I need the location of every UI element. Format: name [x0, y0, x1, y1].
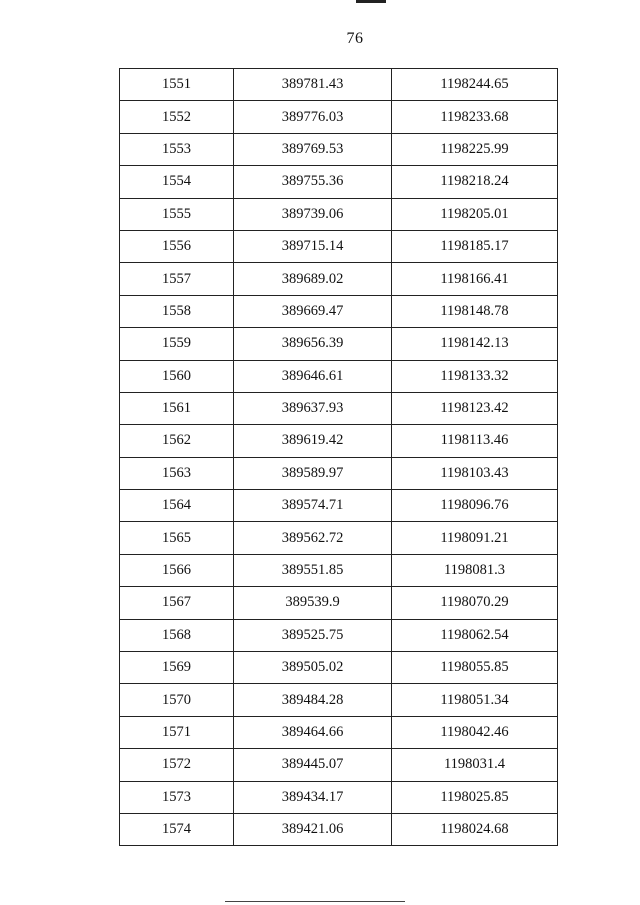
point-number-cell: 1555: [120, 198, 234, 230]
point-number-cell: 1567: [120, 587, 234, 619]
y-coordinate-cell: 1198031.4: [392, 749, 558, 781]
x-coordinate-cell: 389776.03: [234, 101, 392, 133]
point-number-cell: 1569: [120, 652, 234, 684]
y-coordinate-cell: 1198218.24: [392, 166, 558, 198]
x-coordinate-cell: 389445.07: [234, 749, 392, 781]
table-row: [120, 716, 558, 748]
point-number-cell: 1563: [120, 457, 234, 489]
table-row: [120, 101, 558, 133]
x-coordinate-cell: 389525.75: [234, 619, 392, 651]
y-coordinate-cell: 1198244.65: [392, 69, 558, 101]
table-row: [120, 392, 558, 424]
coordinate-table: [119, 68, 558, 846]
x-coordinate-cell: 389434.17: [234, 781, 392, 813]
x-coordinate-cell: 389646.61: [234, 360, 392, 392]
x-coordinate-cell: 389669.47: [234, 295, 392, 327]
point-number-cell: 1557: [120, 263, 234, 295]
table-row: [120, 554, 558, 586]
table-row: [120, 457, 558, 489]
table-row: [120, 522, 558, 554]
point-number-cell: 1572: [120, 749, 234, 781]
point-number-cell: 1559: [120, 328, 234, 360]
table-row: [120, 328, 558, 360]
y-coordinate-cell: 1198185.17: [392, 230, 558, 262]
x-coordinate-cell: 389562.72: [234, 522, 392, 554]
table-row: [120, 166, 558, 198]
point-number-cell: 1564: [120, 490, 234, 522]
y-coordinate-cell: 1198123.42: [392, 392, 558, 424]
y-coordinate-cell: 1198055.85: [392, 652, 558, 684]
point-number-cell: 1573: [120, 781, 234, 813]
y-coordinate-cell: 1198166.41: [392, 263, 558, 295]
x-coordinate-cell: 389505.02: [234, 652, 392, 684]
x-coordinate-cell: 389551.85: [234, 554, 392, 586]
point-number-cell: 1574: [120, 813, 234, 845]
table-row: [120, 133, 558, 165]
table-row: [120, 490, 558, 522]
x-coordinate-cell: 389539.9: [234, 587, 392, 619]
table-row: [120, 360, 558, 392]
y-coordinate-cell: 1198081.3: [392, 554, 558, 586]
table-row: [120, 781, 558, 813]
point-number-cell: 1570: [120, 684, 234, 716]
coordinate-table-body: [120, 69, 558, 846]
table-row: [120, 425, 558, 457]
y-coordinate-cell: 1198113.46: [392, 425, 558, 457]
x-coordinate-cell: 389574.71: [234, 490, 392, 522]
y-coordinate-cell: 1198070.29: [392, 587, 558, 619]
page-number: 76: [346, 30, 364, 47]
table-row: [120, 619, 558, 651]
point-number-cell: 1566: [120, 554, 234, 586]
y-coordinate-cell: 1198051.34: [392, 684, 558, 716]
x-coordinate-cell: 389619.42: [234, 425, 392, 457]
table-row: [120, 652, 558, 684]
point-number-cell: 1553: [120, 133, 234, 165]
point-number-cell: 1560: [120, 360, 234, 392]
y-coordinate-cell: 1198096.76: [392, 490, 558, 522]
table-row: [120, 198, 558, 230]
x-coordinate-cell: 389464.66: [234, 716, 392, 748]
point-number-cell: 1568: [120, 619, 234, 651]
x-coordinate-cell: 389656.39: [234, 328, 392, 360]
point-number-cell: 1558: [120, 295, 234, 327]
x-coordinate-cell: 389589.97: [234, 457, 392, 489]
point-number-cell: 1571: [120, 716, 234, 748]
x-coordinate-cell: 389484.28: [234, 684, 392, 716]
point-number-cell: 1565: [120, 522, 234, 554]
table-row: [120, 230, 558, 262]
y-coordinate-cell: 1198233.68: [392, 101, 558, 133]
y-coordinate-cell: 1198142.13: [392, 328, 558, 360]
point-number-cell: 1554: [120, 166, 234, 198]
table-row: [120, 295, 558, 327]
y-coordinate-cell: 1198103.43: [392, 457, 558, 489]
x-coordinate-cell: 389739.06: [234, 198, 392, 230]
table-row: [120, 69, 558, 101]
x-coordinate-cell: 389769.53: [234, 133, 392, 165]
table-row: [120, 749, 558, 781]
x-coordinate-cell: 389689.02: [234, 263, 392, 295]
y-coordinate-cell: 1198024.68: [392, 813, 558, 845]
x-coordinate-cell: 389715.14: [234, 230, 392, 262]
table-row: [120, 263, 558, 295]
y-coordinate-cell: 1198133.32: [392, 360, 558, 392]
y-coordinate-cell: 1198025.85: [392, 781, 558, 813]
y-coordinate-cell: 1198042.46: [392, 716, 558, 748]
table-row: [120, 813, 558, 845]
table-row: [120, 684, 558, 716]
point-number-cell: 1551: [120, 69, 234, 101]
x-coordinate-cell: 389755.36: [234, 166, 392, 198]
y-coordinate-cell: 1198091.21: [392, 522, 558, 554]
x-coordinate-cell: 389421.06: [234, 813, 392, 845]
point-number-cell: 1561: [120, 392, 234, 424]
y-coordinate-cell: 1198148.78: [392, 295, 558, 327]
scan-top-mark: [356, 0, 386, 3]
point-number-cell: 1556: [120, 230, 234, 262]
y-coordinate-cell: 1198205.01: [392, 198, 558, 230]
y-coordinate-cell: 1198225.99: [392, 133, 558, 165]
point-number-cell: 1562: [120, 425, 234, 457]
table-row: [120, 587, 558, 619]
x-coordinate-cell: 389637.93: [234, 392, 392, 424]
scan-bottom-line: [225, 901, 405, 902]
y-coordinate-cell: 1198062.54: [392, 619, 558, 651]
point-number-cell: 1552: [120, 101, 234, 133]
x-coordinate-cell: 389781.43: [234, 69, 392, 101]
